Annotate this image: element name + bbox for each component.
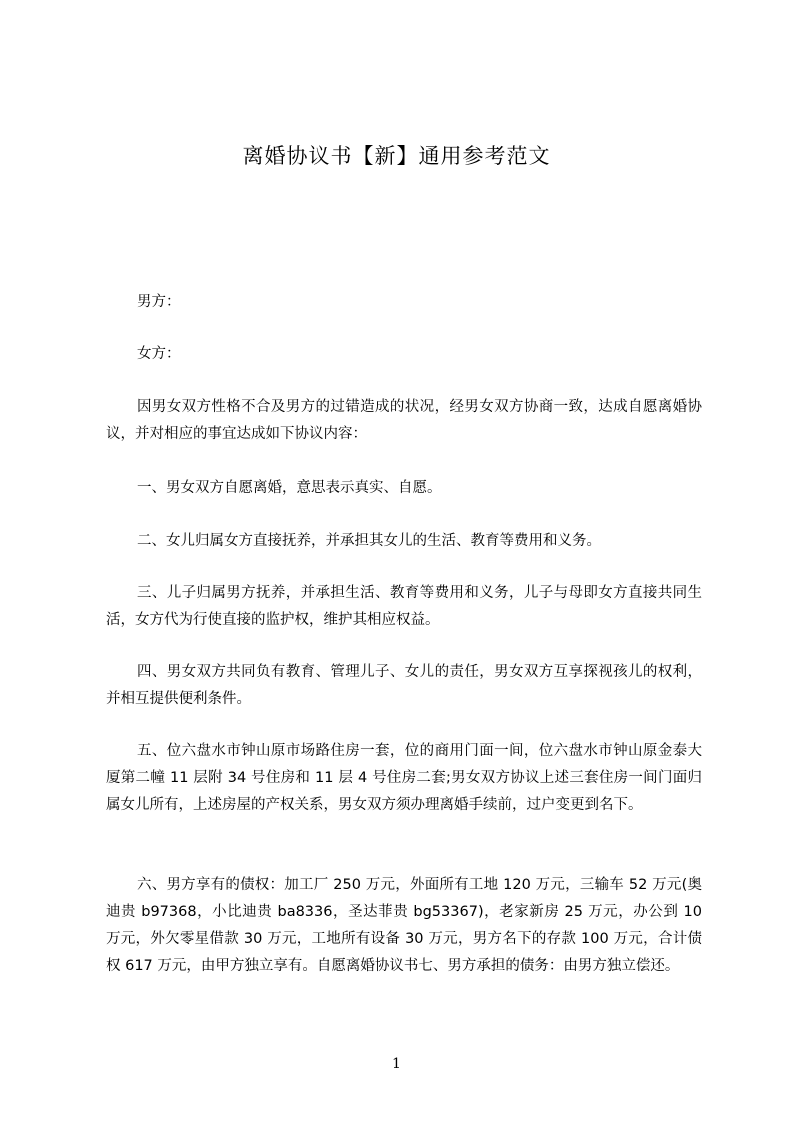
page-title: 离婚协议书【新】通用参考范文	[242, 144, 551, 168]
clause-4: 四、男女双方共同负有教育、管理儿子、女儿的责任，男女双方互享探视孩儿的权利，并相互提供便利条件。	[106, 664, 702, 707]
clause-5: 五、位六盘水市钟山原市场路住房一套，位的商用门面一间，位六盘水市钟山原金泰大厦第二幢 11 层附 34 号住房和 11 层 4 号住房二套;男女双方协议上述三套住房一间门面归属女儿所有，上述房屋的产权关系，男女双方须办理离婚手续前，过户变更到名下。	[106, 743, 702, 813]
page-number: 1	[392, 1056, 401, 1072]
clause-3: 三、儿子归属男方抚养，并承担生活、教育等费用和义务，儿子与母即女方直接共同生活，女方代为行使直接的监护权，维护其相应权益。	[106, 585, 702, 628]
wife-label: 女方：	[137, 346, 181, 362]
clause-2: 二、女儿归属女方直接抚养，并承担其女儿的生活、教育等费用和义务。	[137, 533, 601, 549]
intro-paragraph: 因男女双方性格不合及男方的过错造成的状况，经男女双方协商一致，达成自愿离婚协议，并对相应的事宜达成如下协议内容：	[106, 399, 702, 442]
clause-6: 六、男方享有的债权：加工厂 250 万元，外面所有工地 120 万元，三输车 52 万元(奥迪贵 b97368，小比迪贵 ba8336，圣达菲贵 bg53367)，老家新房 25 万元，办公到 10 万元，外欠零星借款 30 万元，工地所有设备 30 万元，男方名下的存款 100 万元，合计债权 617 万元，由甲方独立享有。自愿离婚协议书七、男方承担的债务：由男方独立偿还。	[106, 877, 702, 974]
clause-1: 一、男女双方自愿离婚，意思表示真实、自愿。	[137, 480, 442, 496]
husband-label: 男方：	[137, 294, 181, 310]
